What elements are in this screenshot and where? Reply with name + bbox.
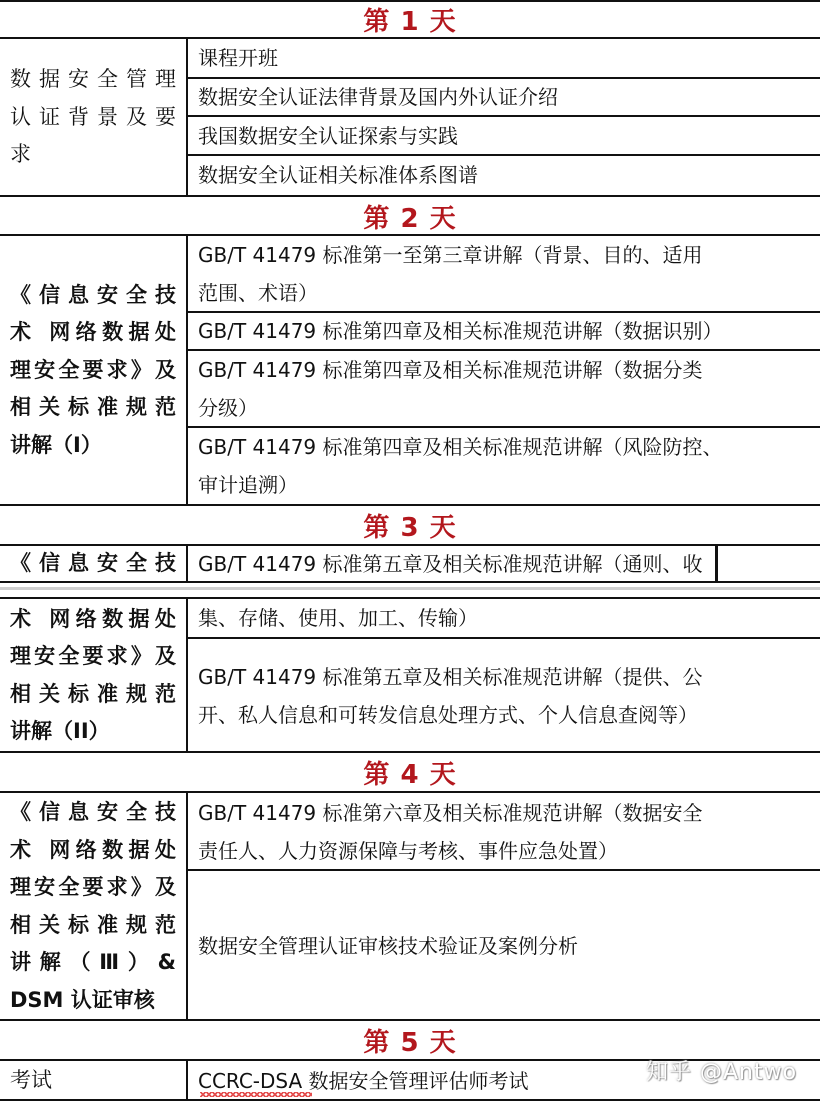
session-text: 责任人、人力资源保障与考核、事件应急处置） [198,838,618,863]
session-row [188,427,820,504]
session-row [188,155,820,195]
session-text: 范围、术语） [198,281,318,305]
module-line: 认 证 背 景 及 要 [10,104,176,129]
module-line: 相关标准规范 [10,912,176,937]
session-row [188,871,820,1020]
session-text: 数据安全认证法律背景及国内外认证介绍 [198,85,558,109]
module-line: 讲解（I） [10,432,102,457]
session-text: 分级） [198,395,258,420]
session-row [188,236,820,312]
session-text: 审计追溯） [198,472,298,497]
session-text: GB/T 41479 标准第一至第三章讲解（背景、目的、适用 [198,243,703,267]
session-row [188,78,820,116]
module-line: DSM 认证审核 [10,987,155,1012]
session-text: 开、私人信息和可转发信息处理方式、个人信息查阅等） [198,702,698,727]
module-line: 术 网络数据处 [10,837,176,862]
day-3-module-top [0,546,186,582]
session-text: GB/T 41479 标准第四章及相关标准规范讲解（数据识别） [198,319,723,343]
session-row [188,599,820,637]
session-text: 数据安全认证相关标准体系图谱 [198,163,478,187]
session-row [188,312,820,350]
session-text: GB/T 41479 标准第四章及相关标准规范讲解（风险防控、 [198,434,723,459]
day-5-module [0,1061,186,1100]
module-line: 《信息安全技 [10,551,176,576]
module-line: 相关标准规范 [10,681,176,706]
module-line: 数 据 安 全 管 理 [10,67,176,92]
session-text: GB/T 41479 标准第五章及相关标准规范讲解（提供、公 [198,664,703,689]
module-line: 理安全要求》及 [10,644,176,668]
module-line: 术 网络数据处 [10,606,176,631]
page-break [0,583,820,597]
day-4-header: 第 4 天 [363,759,457,790]
module-line: 讲 解 （ Ⅲ ） & [10,950,176,974]
session-row [188,38,820,78]
module-line: 理安全要求》及 [10,875,176,899]
spellcheck-underline [200,1092,312,1097]
module-line: 理安全要求》及 [10,357,176,382]
session-text: GB/T 41479 标准第四章及相关标准规范讲解（数据分类 [198,357,703,382]
day-1-header: 第 1 天 [363,6,457,37]
module-line: 术 网络数据处 [10,320,176,345]
session-text: 数据安全管理认证审核技术验证及案例分析 [198,933,578,958]
session-text: 集、存储、使用、加工、传输） [198,606,478,630]
session-row [188,116,820,155]
session-text: GB/T 41479 标准第六章及相关标准规范讲解（数据安全 [198,800,703,825]
session-row [188,546,820,582]
day-5-header: 第 5 天 [363,1027,457,1058]
watermark: 知乎 @Antwo [646,1060,798,1085]
module-line: 考试 [10,1067,52,1092]
session-text: GB/T 41479 标准第五章及相关标准规范讲解（通则、收 [198,552,703,576]
session-row [188,350,820,427]
day-3-module [0,599,186,752]
day-1-module [0,39,186,196]
table-border [0,1099,820,1101]
day-2-header: 第 2 天 [363,203,457,234]
module-line: 求 [10,142,31,167]
module-line: 相关标准规范 [10,395,176,420]
session-text: CCRC-DSA 数据安全管理评估师考试 [198,1068,529,1093]
session-text: 课程开班 [198,46,278,70]
day-3-header: 第 3 天 [363,512,457,543]
day-2-module [0,236,186,505]
module-line: 《信息安全技 [10,282,176,307]
text-cursor [715,546,718,582]
session-row [188,793,820,870]
session-text: 我国数据安全认证探索与实践 [198,123,458,148]
module-line: 讲解（II） [10,719,110,743]
module-line: 《信息安全技 [10,800,176,824]
session-row [188,639,820,752]
day-4-module [0,793,186,1020]
